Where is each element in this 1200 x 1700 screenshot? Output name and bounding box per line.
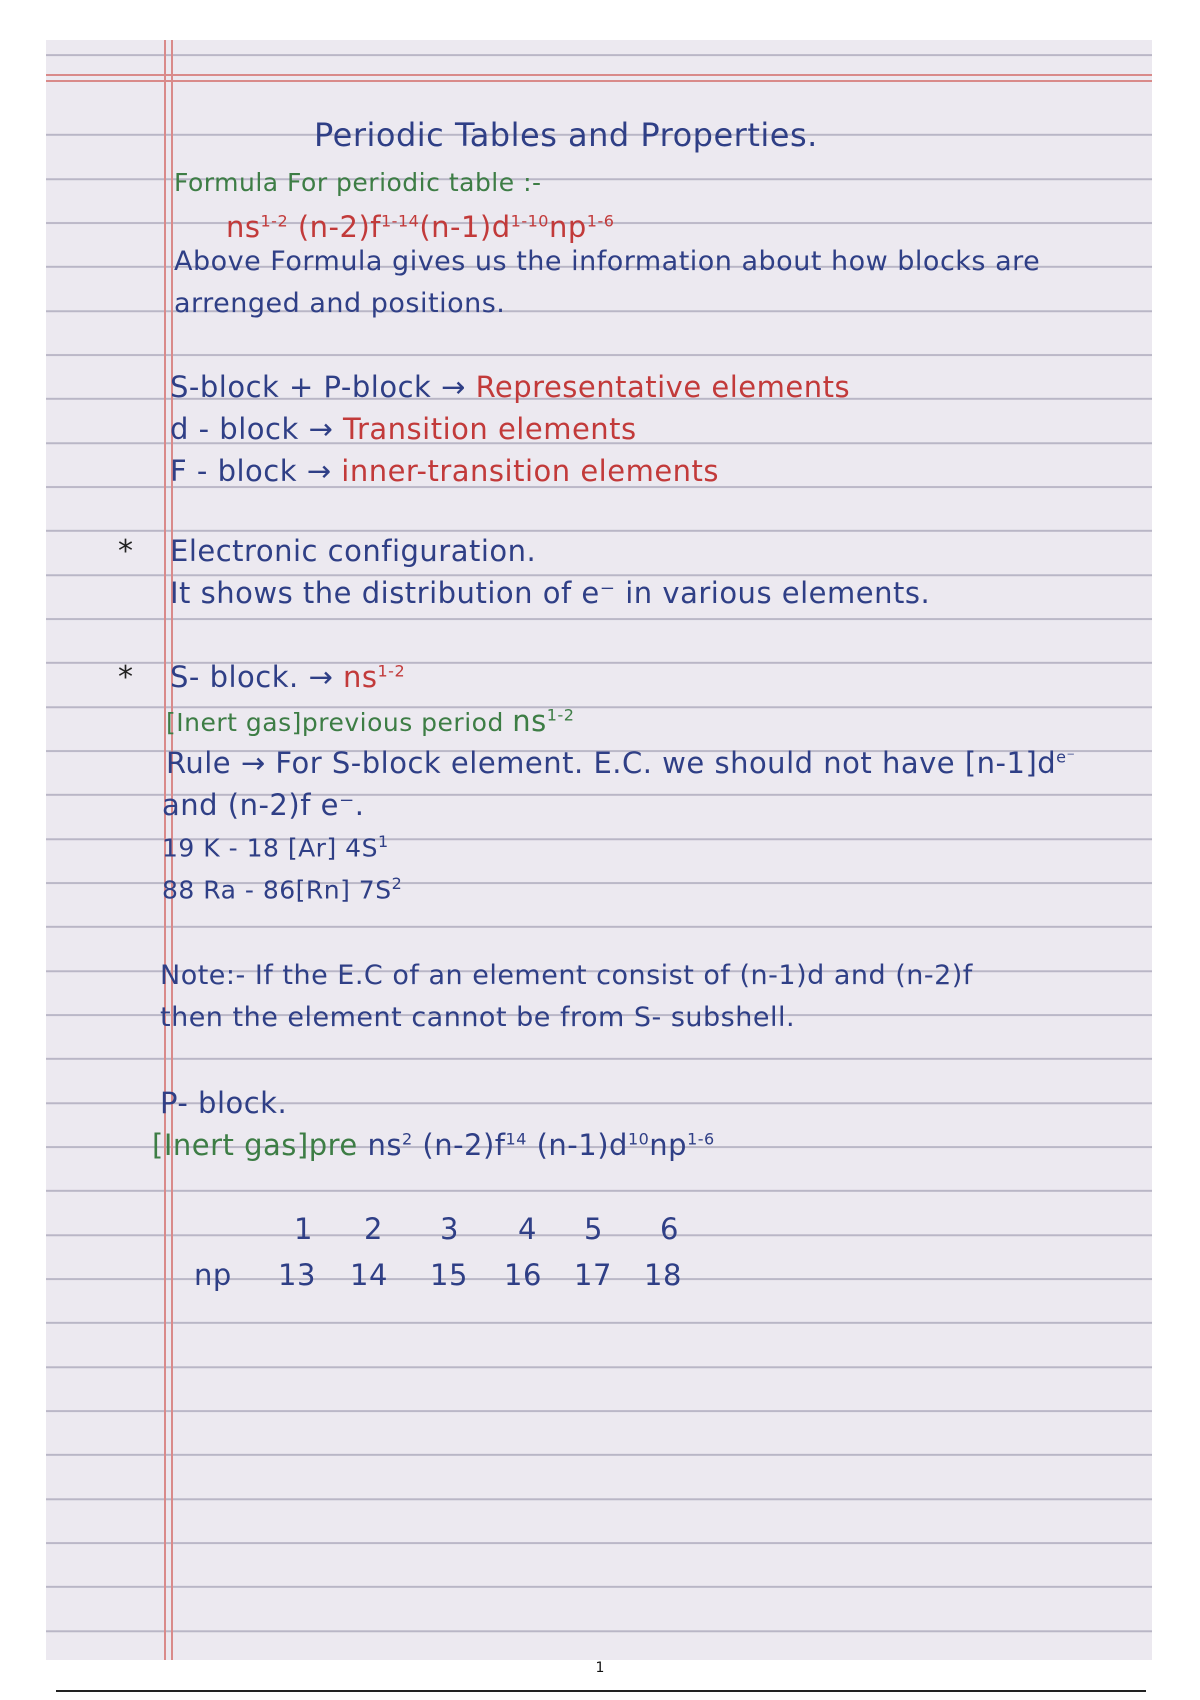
- np-row-label: np: [194, 1258, 232, 1292]
- bullet-star: *: [118, 660, 133, 695]
- np-group-number: 15: [430, 1258, 468, 1292]
- top-margin-line: [46, 74, 1152, 76]
- np-group-number: 18: [644, 1258, 682, 1292]
- formula-expression: $ns^{1-2}$ $(n-2)f^{1-14}(n-1)d^{1-10}np^{1-6}$: [226, 210, 615, 244]
- sblock-heading: S- block. → $ns^{1-2}$: [170, 660, 406, 694]
- sblock-rule-cont: and (n-2)f e⁻.: [162, 788, 365, 822]
- formula-heading: Formula For periodic table :-: [174, 168, 542, 197]
- formula-note-line1: Above Formula gives us the information about how blocks are: [174, 246, 1041, 277]
- sblock-inert-gas: [Inert gas]previous period $ns^{1-2}$: [166, 704, 575, 738]
- page-number: 1: [595, 1660, 605, 1676]
- footer-rule: [56, 1690, 1146, 1692]
- pblock-formula: [Inert gas]pre $ns^2$ $(n-2)f^{14}$ $(n-1)d^{10}np^{1-6}$: [152, 1128, 715, 1162]
- np-table-top-row: [46, 1212, 1146, 1252]
- notebook-page: [46, 40, 1152, 1660]
- ec-heading: Electronic configuration.: [170, 534, 537, 568]
- block-row-f: F - block → inner-transition elements: [170, 454, 720, 488]
- sblock-example-k: 19 K - 18 [Ar] $4S^1$: [162, 832, 389, 863]
- np-group-index: 6: [660, 1212, 679, 1246]
- np-group-number: 13: [278, 1258, 316, 1292]
- np-group-number: 17: [574, 1258, 612, 1292]
- np-group-index: 1: [294, 1212, 313, 1246]
- np-group-index: 5: [584, 1212, 603, 1246]
- np-group-index: 2: [364, 1212, 383, 1246]
- sblock-rule: Rule → For S-block element. E.C. we should not have $[n-1]d^{e^-}$: [166, 746, 1076, 780]
- np-group-number: 16: [504, 1258, 542, 1292]
- sblock-example-ra: 88 Ra - 86[Rn] $7S^2$: [162, 874, 403, 905]
- np-table-bottom-row: [46, 1258, 1146, 1298]
- pblock-heading: P- block.: [160, 1086, 288, 1120]
- top-margin-line-2: [46, 80, 1152, 82]
- note-line1: Note:- If the E.C of an element consist of (n-1)d and (n-2)f: [160, 960, 973, 991]
- ec-description: It shows the distribution of e⁻ in various elements.: [170, 576, 931, 610]
- block-row-s-p: S-block + P-block → Representative elements: [170, 370, 851, 404]
- np-group-index: 4: [518, 1212, 537, 1246]
- page-title: Periodic Tables and Properties.: [314, 116, 818, 154]
- note-line2: then the element cannot be from S- subshell.: [160, 1002, 796, 1033]
- np-group-index: 3: [440, 1212, 459, 1246]
- block-row-d: d - block → Transition elements: [170, 412, 637, 446]
- formula-note-line2: arrenged and positions.: [174, 288, 506, 319]
- bullet-star: *: [118, 534, 133, 569]
- np-group-number: 14: [350, 1258, 388, 1292]
